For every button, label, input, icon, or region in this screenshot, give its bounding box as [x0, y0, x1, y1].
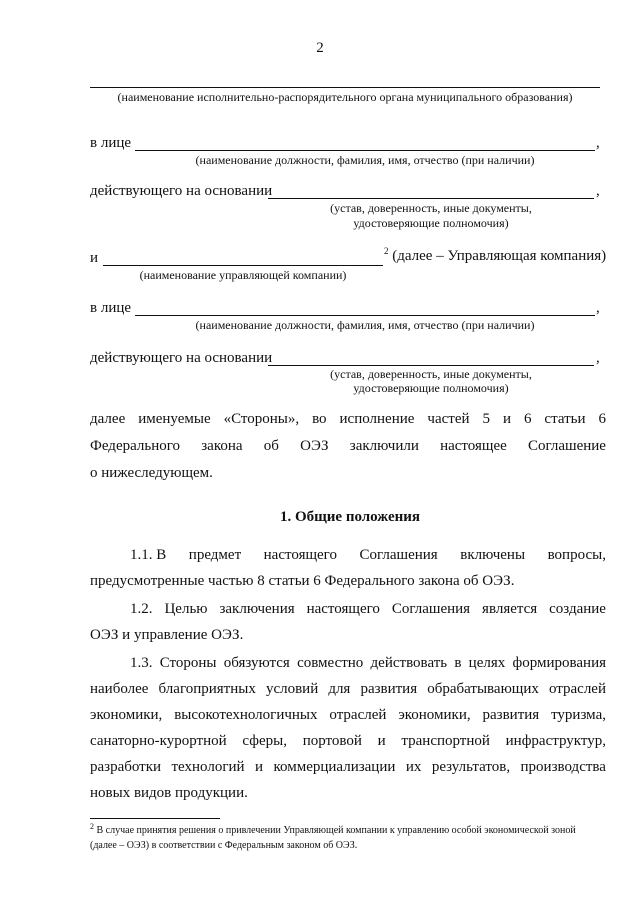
- clause-1-3-line-1: [130, 654, 606, 672]
- word: экономики,: [398, 707, 471, 723]
- word: Соглашение: [527, 438, 606, 454]
- word: 1.2.: [130, 601, 153, 617]
- word: их: [405, 759, 422, 775]
- word: благоприятных: [158, 681, 256, 697]
- footnote-line-2: (далее – ОЭЗ) в соответствии с Федеральным законом об ОЭЗ.: [90, 840, 358, 851]
- clause-1-2-line-1: [130, 600, 606, 618]
- word: совместно: [297, 655, 364, 671]
- page-number: 2: [316, 40, 324, 56]
- word: 6: [598, 411, 606, 427]
- word: заключения: [219, 601, 295, 617]
- and-label: и: [90, 250, 99, 266]
- word: Федерального: [90, 438, 181, 454]
- footnote-separator: [90, 818, 220, 819]
- company-suffix: [384, 247, 606, 265]
- word: заключили: [349, 438, 419, 454]
- acting-comma-2: ,: [596, 350, 600, 366]
- word: именуемые: [138, 411, 211, 427]
- word: настоящего: [306, 601, 380, 617]
- word: и: [377, 733, 386, 749]
- word: формирования: [512, 655, 606, 671]
- clause-1-3-line-3: [90, 706, 606, 724]
- basis-caption-2-line1: (устав, доверенность, иные документы,: [330, 367, 532, 381]
- word: 6: [523, 411, 532, 427]
- word: Стороны: [159, 655, 217, 671]
- word: разработки: [90, 759, 162, 775]
- word: развития: [360, 681, 418, 697]
- word: «Стороны»,: [223, 411, 300, 427]
- word: портовой: [302, 733, 362, 749]
- parties-line-3: о нижеследующем.: [90, 465, 213, 481]
- word: обрабатывающих: [427, 681, 539, 697]
- acting-basis-line: [268, 198, 594, 199]
- parties-line-2: [90, 437, 606, 455]
- word: целях: [468, 655, 506, 671]
- word: об: [263, 438, 279, 454]
- word: Соглашения: [359, 547, 438, 563]
- acting-label: действующего на основании: [90, 183, 273, 199]
- word: Целью: [164, 601, 208, 617]
- word: инфраструктур,: [505, 733, 606, 749]
- footnote-text-1: В случае принятия решения о привлечении Управляющей компании к управлению особой экономической зоной: [94, 825, 576, 836]
- in-person-comma-2: ,: [596, 300, 600, 316]
- company-caption: (наименование управляющей компании): [139, 268, 347, 282]
- word: Соглашения: [391, 601, 471, 617]
- word: технологий: [171, 759, 245, 775]
- in-person-label: в лице: [90, 135, 132, 151]
- word: для: [328, 681, 351, 697]
- word: 1.1. В: [130, 547, 167, 563]
- parties-line-1: [90, 410, 606, 428]
- word: включены: [460, 547, 526, 563]
- word: санаторно-курортной: [90, 733, 227, 749]
- word: ОЭЗ: [300, 438, 329, 454]
- word: является: [482, 601, 538, 617]
- word: сферы,: [242, 733, 287, 749]
- basis-caption-2-line2: удостоверяющие полномочия): [353, 381, 509, 395]
- word: коммерциализации: [273, 759, 396, 775]
- section-heading: 1. Общие положения: [279, 509, 421, 525]
- footnote-line-1: [90, 822, 576, 837]
- word: закона: [201, 438, 243, 454]
- acting-comma: ,: [596, 183, 600, 199]
- footnote-mark: 2: [90, 822, 94, 831]
- clause-1-3-line-5: [90, 758, 606, 776]
- word: предмет: [188, 547, 242, 563]
- word: действовать: [370, 655, 448, 671]
- word: отраслей: [548, 681, 606, 697]
- word: частей: [427, 411, 470, 427]
- in-person-line: [135, 150, 595, 151]
- word: создание: [549, 601, 606, 617]
- clause-1-1-line-1: [130, 546, 606, 564]
- word: высокотехнологичных: [174, 707, 318, 723]
- in-person-comma: ,: [596, 135, 600, 151]
- footnote-ref: 2: [384, 246, 389, 256]
- clause-1-3-line-4: [90, 732, 606, 750]
- word: транспортной: [401, 733, 490, 749]
- word: условий: [265, 681, 319, 697]
- word: производства: [520, 759, 606, 775]
- word: настоящего: [263, 547, 337, 563]
- person-caption: (наименование должности, фамилия, имя, отчество (при наличии): [195, 153, 535, 167]
- word: и: [255, 759, 264, 775]
- word: наиболее: [90, 681, 149, 697]
- word: экономики,: [90, 707, 163, 723]
- acting-label-2: действующего на основании: [90, 350, 273, 366]
- in-person-label-2: в лице: [90, 300, 132, 316]
- person-caption-2: (наименование должности, фамилия, имя, отчество (при наличии): [195, 318, 535, 332]
- word: в: [454, 655, 462, 671]
- clause-1-1-line-2: предусмотренные частью 8 статьи 6 Федерального закона об ОЭЗ.: [90, 573, 515, 589]
- word: вопросы,: [547, 547, 606, 563]
- word: настоящее: [440, 438, 507, 454]
- in-person-line-2: [135, 315, 595, 316]
- word: 1.3.: [130, 655, 153, 671]
- basis-caption-line2: удостоверяющие полномочия): [353, 216, 509, 230]
- word: развития: [482, 707, 540, 723]
- word: статьи: [544, 411, 586, 427]
- word: и: [502, 411, 511, 427]
- clause-1-2-line-2: ОЭЗ и управление ОЭЗ.: [90, 627, 244, 643]
- word: во: [312, 411, 327, 427]
- company-suffix-text: (далее – Управляющая компания): [388, 248, 607, 264]
- word: обязуются: [223, 655, 290, 671]
- clause-1-3-line-6: новых видов продукции.: [90, 785, 248, 801]
- word: 5: [482, 411, 490, 427]
- word: туризма,: [551, 707, 606, 723]
- word: исполнение: [339, 411, 415, 427]
- company-name-line: [103, 265, 383, 266]
- word: результатов,: [431, 759, 511, 775]
- word: далее: [90, 411, 126, 427]
- word: отраслей: [329, 707, 387, 723]
- org-caption: (наименование исполнительно-распорядительного органа муниципального образования): [117, 90, 573, 104]
- org-name-line: [90, 87, 600, 88]
- clause-1-3-line-2: [90, 680, 606, 698]
- basis-caption-line1: (устав, доверенность, иные документы,: [330, 201, 532, 215]
- acting-basis-line-2: [268, 365, 594, 366]
